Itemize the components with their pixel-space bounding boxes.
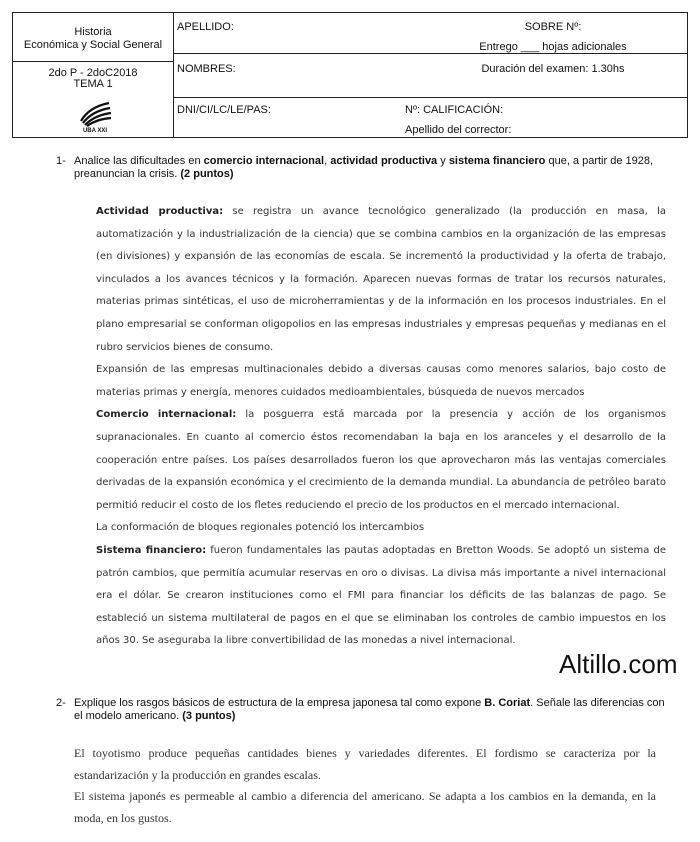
apellido-label: APELLIDO: bbox=[177, 21, 234, 33]
nombres-label: NOMBRES: bbox=[177, 63, 236, 75]
actividad-productiva-label: Actividad productiva: bbox=[96, 206, 224, 217]
sistema-financiero-label: Sistema financiero: bbox=[96, 544, 207, 556]
answer-2-paragraph: El sistema japonés es permeable al cambio a diferencia del americano. Se adapta a los cambios en la demanda, en la moda, en los gustos. bbox=[74, 789, 656, 825]
question-1-text: Analice las dificultades en comercio internacional, actividad productiva y sistema financiero que, a partir de 1928, preanuncian la crisis. (2 puntos) bbox=[74, 155, 654, 180]
header-row-divider bbox=[173, 97, 687, 98]
answer-1-paragraph: Comercio internacional: la posguerra está marcada por la presencia y acción de los organismos supranacionales. En cuanto al comercio éstos recomendaban la baja en los aranceles y el desarrollo de la cooperación entre países. Los países desarrollados fueron los que aprovecharon más las ventajas comerciales derivadas de la expansión económica y el crecimiento de la demanda mundial. La abundancia de petróleo barato permitió reducir el costo de los fletes reduciendo el precio de los productos en el mercado internacional. bbox=[96, 409, 666, 511]
watermark: Altillo.com bbox=[559, 649, 678, 679]
question-2-points: (3 puntos) bbox=[182, 710, 236, 722]
sobre-label: SOBRE Nº: bbox=[524, 21, 582, 33]
answer-1 bbox=[96, 201, 666, 653]
question-2-number: 2- bbox=[56, 697, 66, 709]
uba-xxi-logo bbox=[75, 99, 115, 133]
comercio-internacional-label: Comercio internacional: bbox=[96, 409, 237, 421]
header-row-divider bbox=[173, 53, 687, 54]
question-1-points: (2 puntos) bbox=[180, 168, 234, 180]
header-left-divider bbox=[13, 61, 173, 62]
answer-1-paragraph: Expansión de las empresas multinacionales debido a diversas causas como menores salarios, bajo costo de materias primas y energía, menores cuidados medioambientales, búsqueda de nuevos mercados bbox=[96, 364, 666, 398]
duracion-label: Duración del examen: 1.30hs bbox=[481, 63, 625, 75]
entrego-label: Entrego ___ hojas adicionales bbox=[479, 41, 627, 53]
course-name-line1: Historia bbox=[74, 26, 112, 38]
corrector-label: Apellido del corrector: bbox=[405, 124, 512, 136]
dni-label: DNI/CI/LC/LE/PAS: bbox=[177, 104, 271, 116]
answer-1-paragraph: Actividad productiva: se registra un avance tecnológico generalizado (la producción en masa, la automatización y la industrialización de la ciencia) que se combina cambios en la organización de las empresas (en divisiones) y expansión de las economías de escala. Se incrementó la productividad y la oferta de trabajo, vinculados a los avances técnicos y la formación. Aparecen nuevas formas de tratar los recursos naturales, materias primas sintéticas, el uso de microherramientas y de la información en los procesos industriales. En el plano empresarial se conforman oligopolios en las empresas industriales y empresas pequeñas y medianas en el rubro servicios bienes de consumo. bbox=[96, 206, 666, 353]
answer-1-paragraph: Sistema financiero: fueron fundamentales las pautas adoptadas en Bretton Woods. Se adoptó un sistema de patrón cambios, que permitía acumular reservas en oro o divisas. La divisa más importante a nivel internacional era el dólar. Se crearon instituciones como el FMI para financiar los déficits de las balanzas de pago. Se estableció un sistema multilateral de pagos en el que se eliminaban los controles de cambio impuestos en los años 30. Se aseguraba la libre convertibilidad de las monedas a nivel internacional. bbox=[96, 544, 666, 647]
course-name-line2: Económica y Social General bbox=[23, 39, 163, 51]
answer-2-paragraph: El toyotismo produce pequeñas cantidades bienes y variedades diferentes. El fordismo se caracteriza por la estandarización y la producción en grandes escalas. bbox=[74, 746, 656, 782]
answer-1-paragraph: La conformación de bloques regionales potenció los intercambios bbox=[96, 522, 425, 534]
tema-label: TEMA 1 bbox=[73, 78, 113, 90]
exam-code: 2do P - 2doC2018 bbox=[48, 67, 138, 79]
header-divider bbox=[173, 13, 174, 137]
answer-2 bbox=[74, 743, 656, 829]
question-2-text: Explique los rasgos básicos de estructura de la empresa japonesa tal como expone B. Coriat. Señale las diferencias con el modelo americano. (3 puntos) bbox=[74, 697, 665, 722]
calificacion-label: Nº: CALIFICACIÓN: bbox=[405, 104, 504, 116]
question-1-number: 1- bbox=[56, 155, 66, 167]
logo-text: UBA XXI bbox=[82, 128, 108, 133]
exam-header-table bbox=[12, 12, 688, 138]
